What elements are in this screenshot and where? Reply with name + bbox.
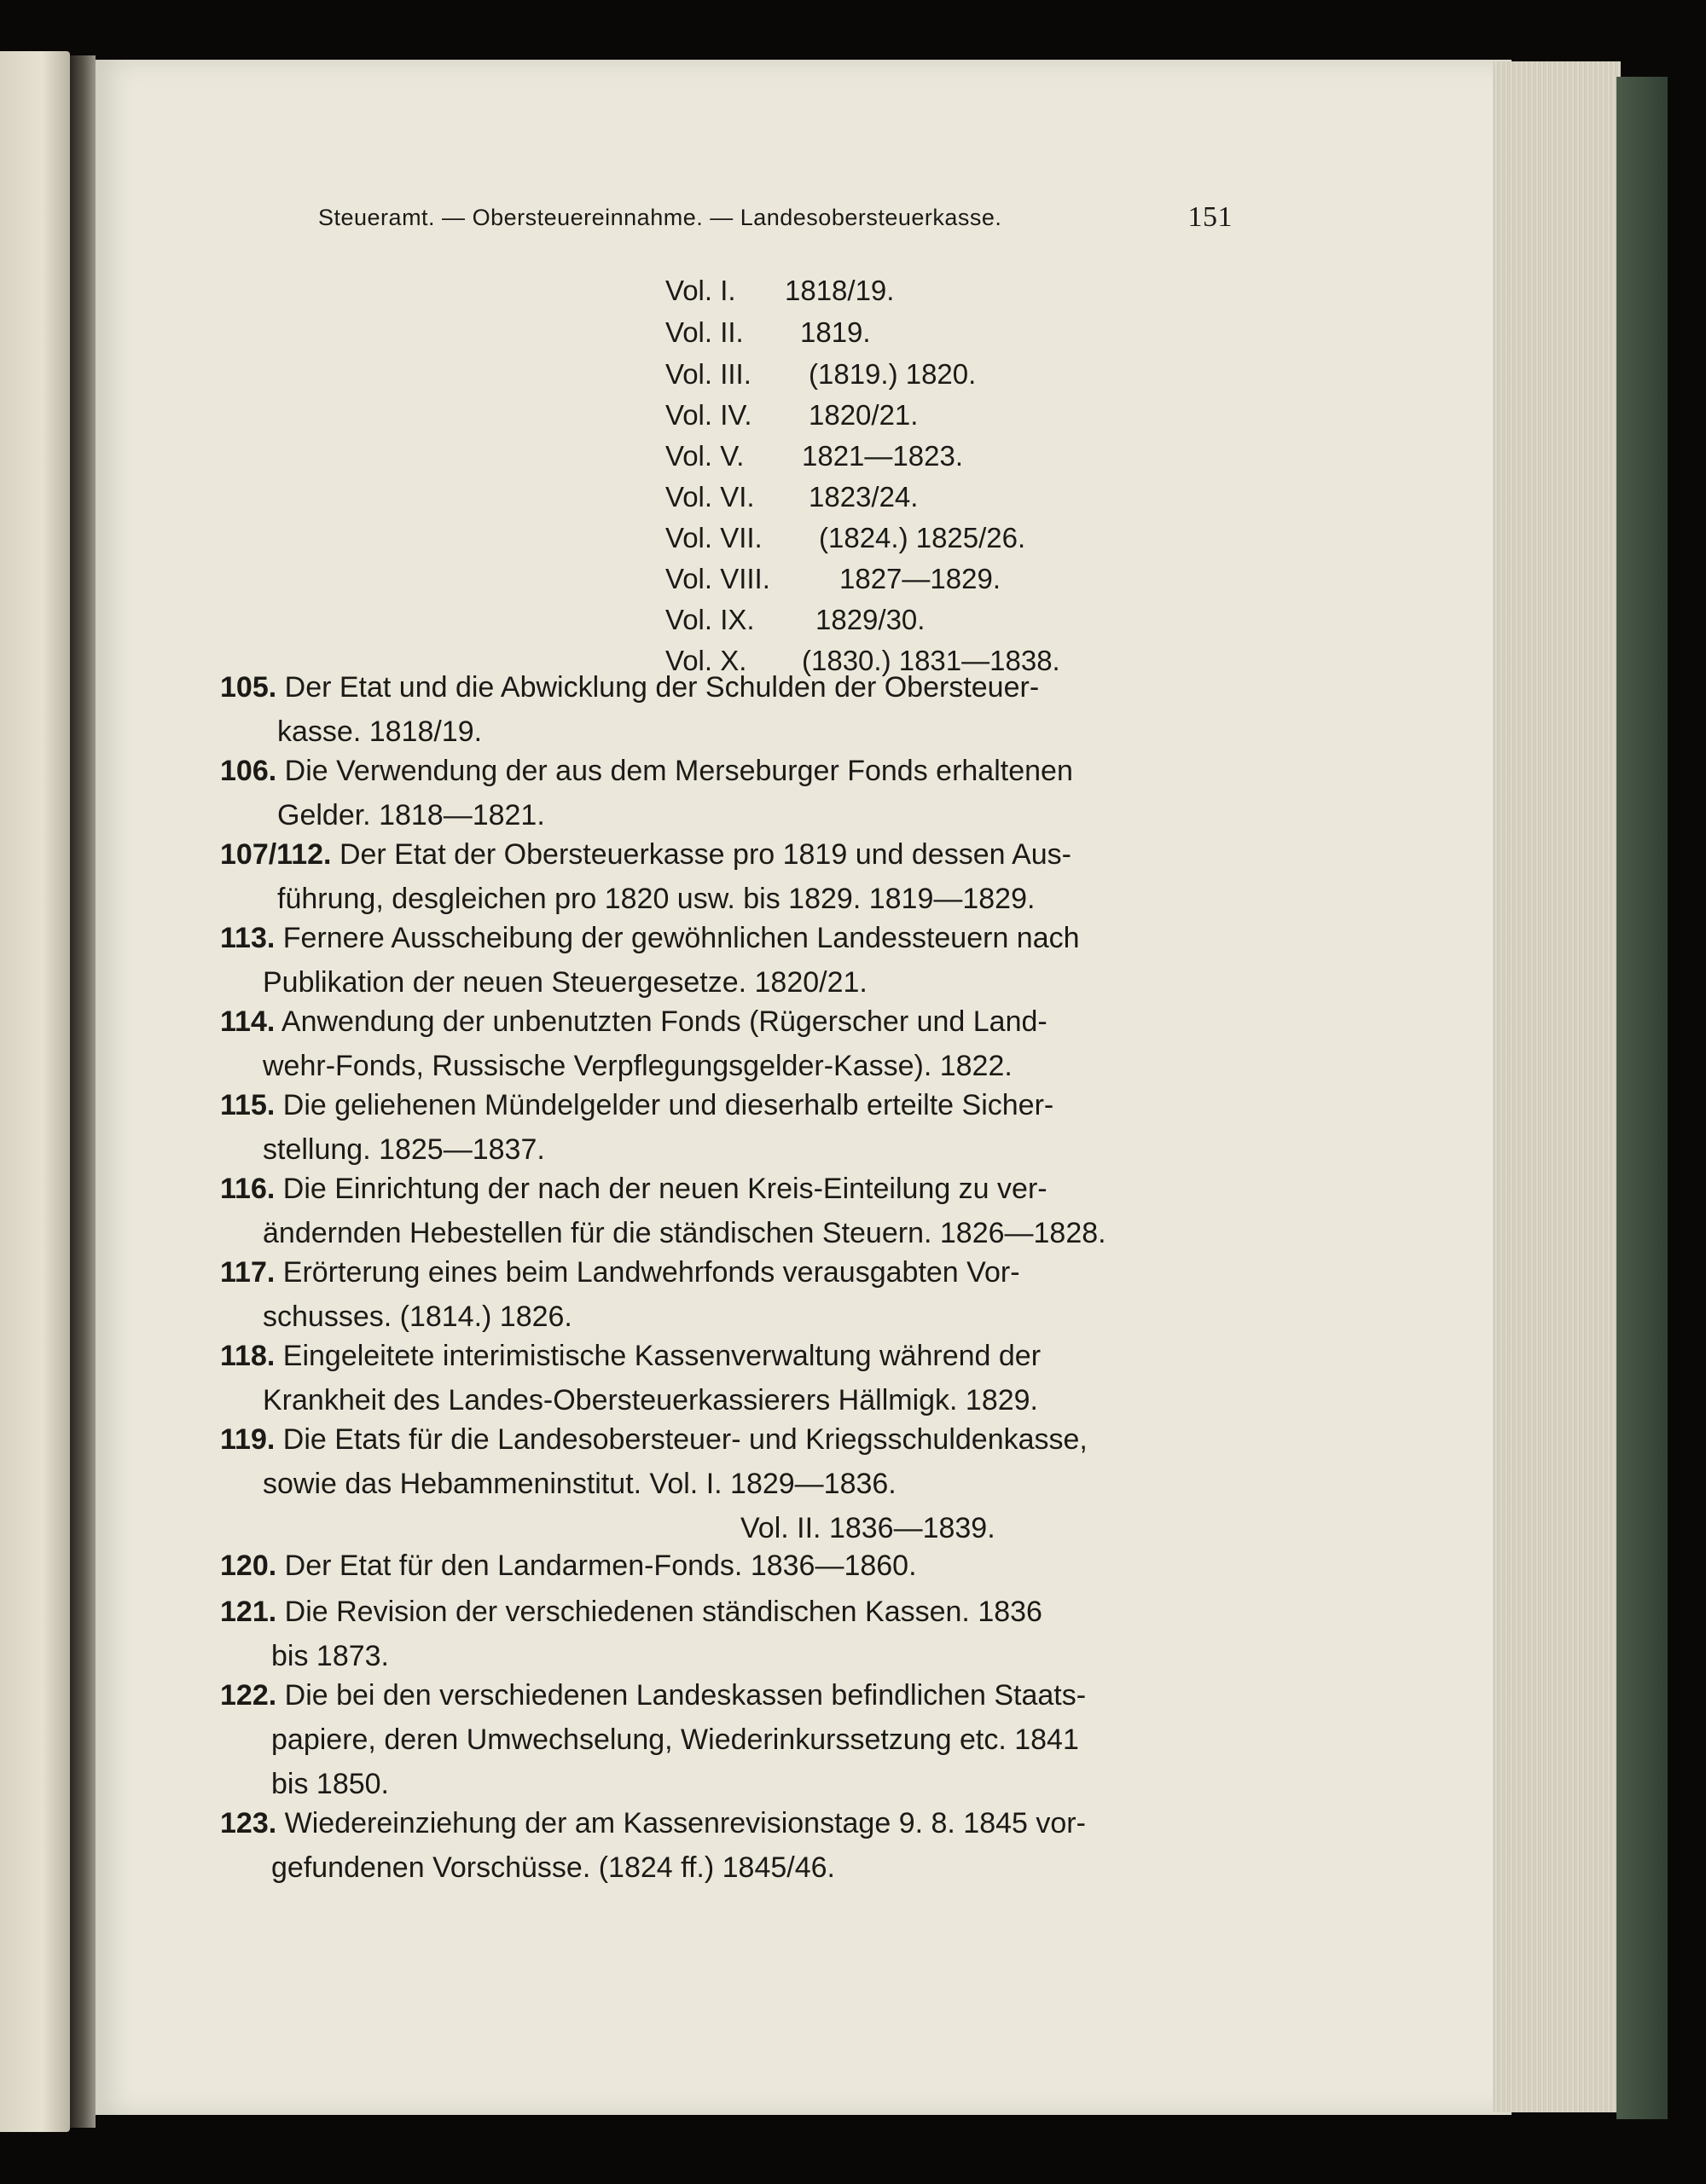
book-gutter <box>70 55 96 2128</box>
running-header <box>318 201 1233 239</box>
left-facing-page <box>0 51 70 2132</box>
page-number: 151 <box>1187 201 1233 233</box>
header-title: Steueramt. — Obersteuereinnahme. — Landesobersteuerkasse. <box>318 205 1002 230</box>
page-edges <box>1493 61 1621 2112</box>
book-cover-edge <box>1616 77 1668 2119</box>
